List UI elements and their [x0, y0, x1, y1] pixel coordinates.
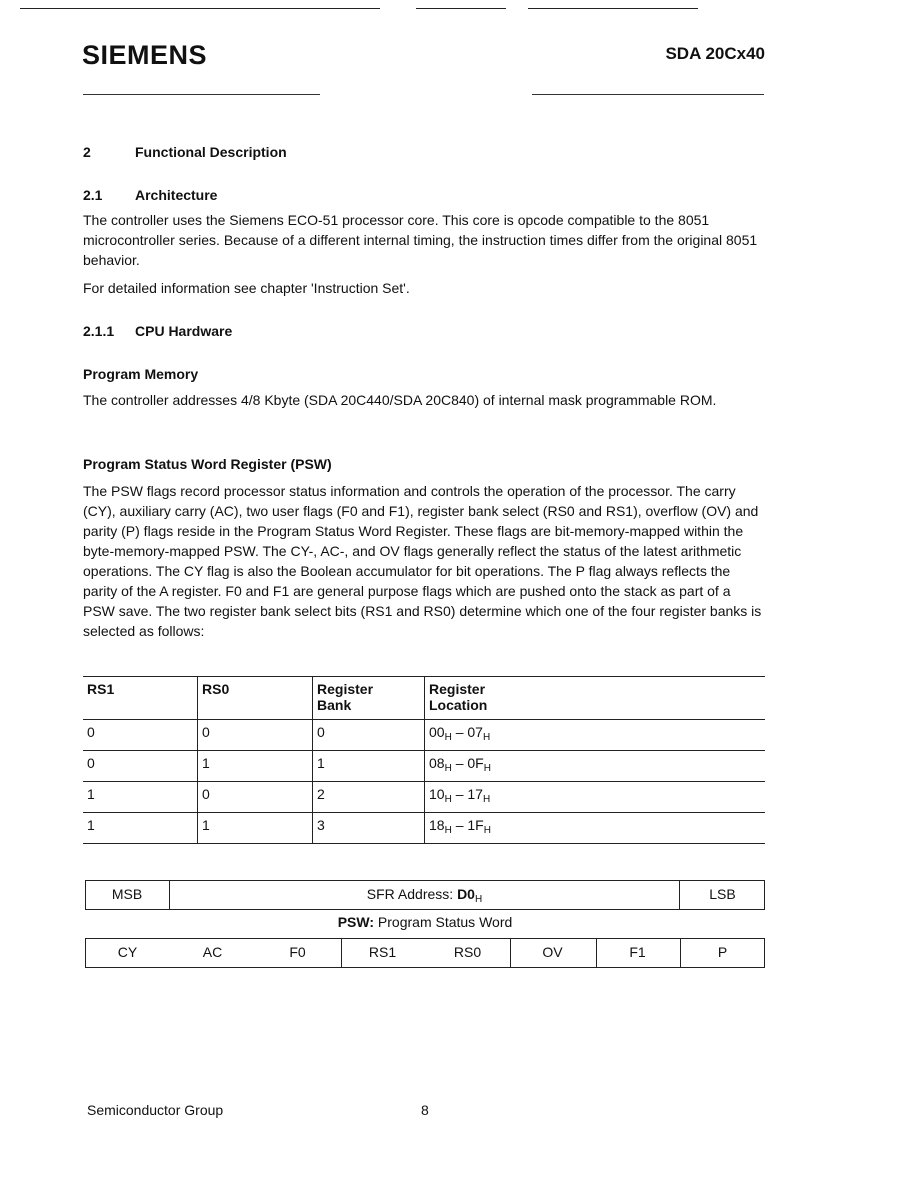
instruction-set-reference: For detailed information see chapter 'Instruction Set'. — [83, 280, 410, 296]
table-row — [83, 751, 765, 782]
lsb-label: LSB — [709, 886, 736, 902]
cell-bank: 2 — [313, 782, 425, 813]
bit-cy: CY — [117, 944, 138, 960]
architecture-paragraph: The controller uses the Siemens ECO-51 processor core. This core is opcode compatible to the 8051 microcontroller series. Because of a different internal timing, the instruction times differ from the original 8051 behavior. — [83, 212, 758, 268]
table-header-row — [83, 677, 765, 720]
siemens-logo: SIEMENS — [82, 40, 208, 70]
table-row — [83, 782, 765, 813]
psw-bits-row — [85, 938, 765, 968]
cell-bank: 1 — [313, 751, 425, 782]
msb-label: MSB — [111, 886, 143, 902]
cell-location: $18_H - 1F_H$ — [425, 813, 766, 844]
psw-register-diagram — [85, 880, 765, 968]
cell-location: $10_H - 17_H$ — [425, 782, 766, 813]
psw-heading: Program Status Word Register (PSW) — [83, 456, 332, 472]
bit-ac: AC — [202, 944, 223, 960]
cell-location: $08_H - 0F_H$ — [425, 751, 766, 782]
cell-rs0: 0 — [198, 782, 313, 813]
table-row — [83, 720, 765, 751]
cell-rs1: 0 — [83, 751, 198, 782]
page-number: 8 — [421, 1102, 429, 1118]
header-rule-left — [83, 94, 320, 95]
scan-line — [528, 8, 698, 9]
cell-bank: 0 — [313, 720, 425, 751]
header-rule-right — [532, 94, 764, 95]
cell-rs1: 0 — [83, 720, 198, 751]
col-header-rs1: RS1 — [83, 677, 198, 720]
footer-company: Semiconductor Group — [87, 1102, 224, 1118]
register-bank-table — [83, 676, 765, 844]
col-header-register-bank: Register Bank — [313, 677, 425, 720]
section-heading-2: 2 Functional Description — [83, 144, 287, 160]
bit-rs0: RS0 — [453, 944, 482, 960]
sfr-address: SFR Address: $D0_H$ — [366, 886, 483, 905]
table-row — [83, 813, 765, 844]
bit-p: P — [717, 944, 728, 960]
model-number: SDA 20Cx40 — [665, 44, 765, 63]
program-memory-paragraph: The controller addresses 4/8 Kbyte (SDA 20C440/SDA 20C840) of internal mask programmable ROM. — [83, 392, 717, 408]
cell-rs0: 0 — [198, 720, 313, 751]
bit-f1: F1 — [629, 944, 646, 960]
cell-rs1: 1 — [83, 782, 198, 813]
col-header-rs0: RS0 — [198, 677, 313, 720]
scan-line — [416, 8, 506, 9]
psw-paragraph: The PSW flags record processor status information and controls the operation of the processor. The carry (CY), auxiliary carry (AC), two user flags (F0 and F1), register bank select (RS0 and RS1), overflow (OV) and parity (P) flags reside in the Program Status Word Register. These flags are bit-memory-mapped within the byte-memory-mapped PSW. The CY-, AC-, and OV flags generally reflect the status of the latest arithmetic operations. The CY flag is also the Boolean accumulator for bit operations. The P flag always reflects the parity of the A register. F0 and F1 are general purpose flags which are pushed onto the stack as part of a PSW save. The two register bank select bits (RS1 and RS0) determine which one of the four register banks is selected as follows: — [83, 483, 762, 639]
psw-address-row — [85, 880, 765, 910]
psw-caption: PSW: Program Status Word — [337, 914, 513, 930]
section-heading-2-1: 2.1 Architecture — [83, 187, 218, 203]
program-memory-heading: Program Memory — [83, 366, 199, 382]
cell-rs0: 1 — [198, 751, 313, 782]
cell-location: $00_H - 07_H$ — [425, 720, 766, 751]
section-heading-2-1-1: 2.1.1 CPU Hardware — [83, 323, 233, 339]
cell-rs1: 1 — [83, 813, 198, 844]
cell-rs0: 1 — [198, 813, 313, 844]
bit-f0: F0 — [289, 944, 306, 960]
bit-ov: OV — [542, 944, 563, 960]
bit-rs1: RS1 — [368, 944, 397, 960]
col-header-register-location: Register Location — [425, 677, 766, 720]
cell-bank: 3 — [313, 813, 425, 844]
scan-line — [20, 8, 380, 9]
